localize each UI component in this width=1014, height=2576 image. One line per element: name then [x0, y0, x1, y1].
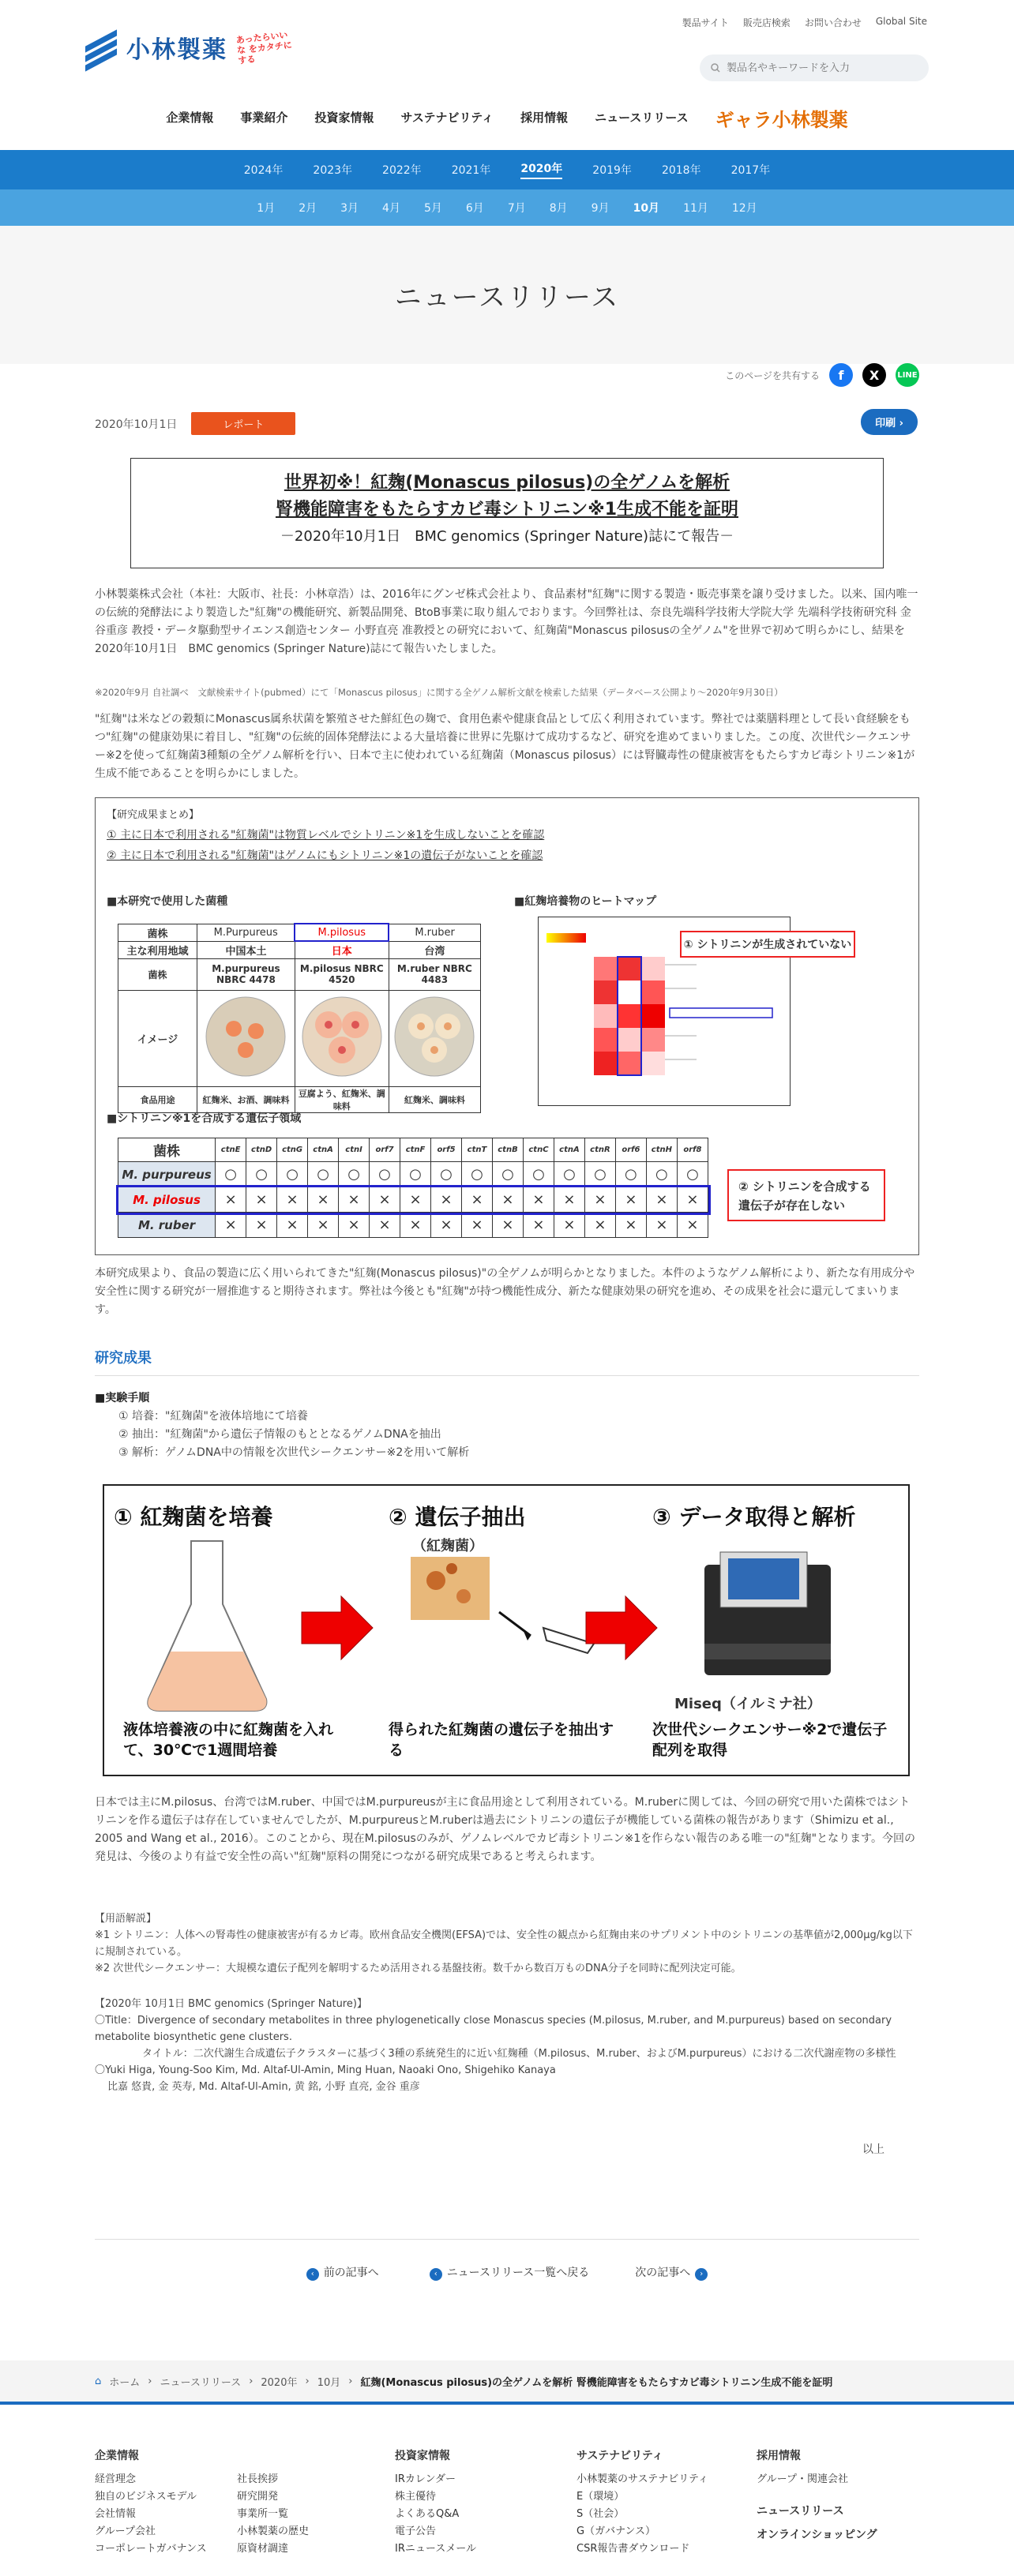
footer-link[interactable]: コーポレートガバナンス [95, 2543, 207, 2555]
arrow-left-icon: ‹ [306, 2268, 319, 2281]
gene-header: ctnA [554, 1138, 584, 1162]
strain-use-2: 紅麹米、調味料 [389, 1086, 480, 1112]
summary-title: 【研究成果まとめ】 [107, 809, 200, 821]
search-icon [711, 63, 720, 73]
breadcrumb [0, 2360, 1014, 2402]
gene-presence-mark: × [246, 1187, 277, 1213]
gene-presence-mark: × [277, 1213, 308, 1238]
headline-line1: 世界初※！紅麹(Monascus pilosus)の全ゲノムを解析 [284, 473, 730, 493]
gene-row-label: M. purpureus [118, 1162, 216, 1187]
gene-header: ctnF [400, 1138, 431, 1162]
genes-table [118, 1138, 708, 1238]
tab-month-10[interactable]: 10月 [633, 202, 660, 215]
util-link-global[interactable]: Global Site [875, 16, 927, 27]
reference [95, 1996, 919, 2095]
category-badge: レポート [191, 412, 295, 435]
strain-region-2: 台湾 [389, 941, 480, 958]
use-label-cell: 食品用途 [118, 1086, 197, 1112]
heatmap-cells [594, 957, 665, 1075]
gene-presence-mark: × [492, 1187, 523, 1213]
prev-article-link[interactable] [302, 2264, 379, 2281]
footer-link[interactable]: 独自のビジネスモデル [95, 2491, 197, 2503]
gene-presence-mark: × [277, 1187, 308, 1213]
share-label: このページを共有する [725, 369, 820, 381]
reference-title: 【2020年 10月1日 BMC genomics (Springer Nature)】 [95, 1998, 367, 2010]
gene-presence-mark: × [370, 1213, 400, 1238]
tab-month-11[interactable]: 11月 [683, 202, 708, 215]
gene-presence-mark: ○ [370, 1162, 400, 1187]
mold-photo [411, 1557, 490, 1620]
footer-col-careers [757, 2447, 877, 2550]
gene-presence-mark: × [584, 1187, 615, 1213]
gene-presence-mark: × [339, 1187, 370, 1213]
divider [95, 2239, 919, 2240]
petri-dish-2 [389, 990, 480, 1086]
footer-link[interactable]: グループ会社 [95, 2525, 156, 2537]
gene-presence-mark: × [216, 1213, 246, 1238]
method-title: ■実験手順 [95, 1392, 150, 1404]
paragraph-3: 本研究成果より、食品の製造に広く用いられてきた"紅麹(Monascus pilosus)"の全ゲノムが明らかとなりました。本件のようなゲノム解析により、新たな有用成分や安全性に関する研究が一層推進すると期待されます。弊社は今後とも"紅麹"が持つ機能性成分、新たな健康効果の研究を進め、その成果を社会に還元してまいります。 [95, 1267, 915, 1316]
reference-authors-en: 〇Yuki Higa, Young-Soo Kim, Md. Altaf-Ul-Amin, Ming Huan, Naoaki Ono, Shigehiko Kanaya [95, 2064, 556, 2076]
strain-name-1: M.pilosus [295, 924, 389, 941]
nav-business[interactable]: 事業紹介 [240, 111, 288, 125]
list-label: ニュースリリース一覧へ戻る [446, 2267, 590, 2279]
glossary-title: 【用語解説】 [95, 1913, 157, 1925]
tab-month-1[interactable]: 1月 [257, 202, 276, 215]
arrow-left-icon: ‹ [430, 2268, 442, 2281]
article-date: 2020年10月1日 [95, 418, 178, 431]
footer-link[interactable]: 事業所一覧 [237, 2508, 289, 2520]
footer-sustain-title[interactable]: サステナビリティ [576, 2450, 663, 2462]
method-step-3: ③ 解析：ゲノムDNA中の情報を次世代シークエンサー※2を用いて解析 [118, 1446, 470, 1459]
gene-presence-mark: × [677, 1213, 708, 1238]
gene-presence-mark: × [462, 1213, 493, 1238]
footer-link[interactable]: G（ガバナンス） [576, 2525, 656, 2537]
petri-dish-1 [295, 990, 389, 1086]
tab-year-2017[interactable]: 2017年 [730, 164, 771, 177]
article-meta [95, 412, 295, 435]
util-link-products[interactable]: 製品サイト [682, 17, 729, 28]
footer [0, 2402, 1014, 2576]
breadcrumb-sep-icon: › [249, 2375, 254, 2387]
footer-company-title[interactable]: 企業情報 [95, 2450, 139, 2462]
gene-row-label: M. ruber [118, 1213, 216, 1238]
nav-sustainability[interactable]: サステナビリティ [400, 111, 494, 125]
glossary-2: ※2 次世代シークエンサー：大規模な遺伝子配列を解明するため活用される基盤技術。数千から数百万ものDNA分子を同時に配列決定可能。 [95, 1963, 742, 1974]
search-box[interactable] [700, 54, 929, 81]
gene-header: orf6 [615, 1138, 646, 1162]
gene-presence-mark: × [584, 1213, 615, 1238]
strain-region-1: 日本 [295, 941, 389, 958]
month-tabs [0, 189, 1014, 226]
reference-title-en: 〇Title：Divergence of secondary metabolites in three phylogenetically close Monascus species (M.pilosus, M.ruber, and M.purpureus) based on secondary metabolite biosynthetic gene clusters. [95, 2015, 892, 2043]
method-figure [103, 1484, 910, 1776]
figure-device-label: Miseq（イルミナ社） [674, 1696, 821, 1712]
utility-links [682, 16, 927, 29]
gene-presence-mark: ○ [646, 1162, 677, 1187]
figure-caption-2: 得られた紅麹菌の遺伝子を抽出する [389, 1721, 614, 1759]
strain-use-1: 豆腐よう、紅麹米、調味料 [295, 1086, 389, 1112]
method-block [95, 1389, 919, 1462]
flask-icon [148, 1541, 266, 1711]
breadcrumb-home[interactable]: ホーム [109, 2376, 141, 2389]
gene-presence-mark: × [523, 1213, 554, 1238]
main-nav [0, 109, 1014, 132]
breadcrumb-sep-icon: › [348, 2375, 353, 2387]
footer-link[interactable]: 小林製薬の歴史 [237, 2525, 310, 2537]
strain-region-0: 中国本土 [197, 941, 295, 958]
petri-dish-image [299, 993, 385, 1080]
footer-col-ir [395, 2447, 476, 2558]
figure-sub-2: （紅麹菌） [412, 1538, 483, 1554]
strain-id-label: 菌株 [118, 958, 197, 990]
strain-use-0: 紅麹米、お酒、調味料 [197, 1086, 295, 1112]
gene-presence-mark: × [370, 1187, 400, 1213]
figure-caption-1: 液体培養液の中に紅麹菌を入れて、30℃で1週間培養 [123, 1721, 334, 1759]
gene-presence-mark: ○ [492, 1162, 523, 1187]
tab-year-2020[interactable]: 2020年 [520, 160, 562, 179]
breadcrumb-sep-icon: › [305, 2375, 310, 2387]
article-pager [0, 2264, 1014, 2281]
footer-link[interactable]: 原資材調達 [237, 2543, 289, 2555]
tab-month-12[interactable]: 12月 [731, 202, 757, 215]
petri-dish-image [202, 993, 289, 1080]
footer-col-sustainability [576, 2447, 708, 2558]
share-bar [725, 363, 919, 387]
footer-shop-link[interactable]: オンラインショッピング [757, 2529, 877, 2541]
sequencer-icon [704, 1552, 831, 1675]
strain-id-2: M.ruber NBRC 4483 [389, 958, 480, 990]
footer-link[interactable]: 株主優待 [395, 2491, 437, 2503]
footer-ir-title[interactable]: 投資家情報 [395, 2450, 450, 2462]
util-link-stores[interactable]: 販売店検索 [742, 17, 791, 28]
logo-mark-icon [85, 32, 117, 63]
strain-name-0: M.Purpureus [197, 924, 295, 941]
breadcrumb-year[interactable]: 2020年 [261, 2376, 298, 2389]
gene-header: orf8 [677, 1138, 708, 1162]
next-label: 次の記事へ [635, 2267, 691, 2279]
footer-link[interactable]: 経営理念 [95, 2473, 137, 2485]
strain-name-2: M.ruber [389, 924, 480, 941]
page-title: ニュースリリース [0, 226, 1014, 364]
gene-presence-mark: ○ [677, 1162, 708, 1187]
footer-link[interactable]: 電子公告 [395, 2525, 437, 2537]
footer-link[interactable]: 社長挨拶 [237, 2473, 279, 2485]
gene-presence-mark: × [462, 1187, 493, 1213]
gene-presence-mark: ○ [400, 1162, 431, 1187]
footer-careers-title[interactable]: 採用情報 [757, 2450, 801, 2462]
strain-id-1: M.pilosus NBRC 4520 [295, 958, 389, 990]
gene-presence-mark: ○ [308, 1162, 339, 1187]
strains-table [118, 923, 481, 1113]
gene-presence-mark: × [246, 1213, 277, 1238]
company-logo[interactable] [85, 30, 292, 65]
gene-header: ctnC [523, 1138, 554, 1162]
method-step-2: ② 抽出："紅麹菌"から遺伝子情報のもととなるゲノムDNAを抽出 [118, 1428, 441, 1441]
footer-news-link[interactable]: ニュースリリース [757, 2505, 844, 2518]
reference-authors-ja: 比嘉 悠貴, 金 英寿, Md. Altaf-Ul-Amin, 黄 銘, 小野 直亮, 金谷 重彦 [107, 2081, 420, 2093]
footer-link[interactable]: E（環境） [576, 2491, 625, 2503]
breadcrumb-current: 紅麹(Monascus pilosus)の全ゲノムを解析 腎機能障害をもたらすカビ毒シトリニン生成不能を証明 [360, 2376, 833, 2389]
gene-presence-mark: × [431, 1187, 462, 1213]
intro-note: ※2020年9月 自社調べ 文献検索サイト(pubmed）にて「Monascus pilosus」に関する全ゲノム解析文献を検索した結果（データベース公開より〜2020年9月30日） [95, 687, 783, 698]
tab-month-8[interactable]: 8月 [549, 202, 568, 215]
print-button[interactable] [861, 409, 918, 435]
petri-dish-0 [197, 990, 295, 1086]
tab-year-2019[interactable]: 2019年 [592, 164, 632, 177]
breadcrumb-sep-icon: › [148, 2375, 152, 2387]
gene-header: ctnI [339, 1138, 370, 1162]
gene-presence-mark: ○ [523, 1162, 554, 1187]
footer-col-company [95, 2447, 207, 2558]
next-article-link[interactable] [635, 2264, 712, 2281]
summary-box [95, 797, 919, 1255]
tab-month-6[interactable]: 6月 [465, 202, 484, 215]
intro-paragraph: 小林製薬株式会社（本社：大阪市、社長：小林章浩）は、2016年にグンゼ株式会社より、食品素材"紅麹"に関する製造・販売事業を譲り受けました。以来、国内唯一の伝統的発酵法により製造した"紅麹"の機能研究、新製品開発、BtoB事業に取り組んでおります。今回弊社は、奈良先端科学技術大学院大学 先端科学技術研究科 金谷重彦 教授・データ駆動型サイエンス創造センター 小野直亮 准教授との研究において、紅麹菌"Monascus pilosusの全ゲノム"を世界で初めて明らかにし、結果を2020年10月1日 BMC genomics (Springer Nature)誌にて報告いたしました。 [95, 588, 918, 655]
footer-link[interactable]: グループ・関連会社 [757, 2473, 848, 2485]
image-label-cell: イメージ [118, 990, 197, 1086]
gene-presence-mark: × [400, 1187, 431, 1213]
gene-presence-mark: ○ [615, 1162, 646, 1187]
gene-presence-mark: × [677, 1187, 708, 1213]
util-link-contact[interactable]: お問い合わせ [804, 17, 862, 28]
region-label-cell: 主な利用地域 [118, 941, 197, 958]
gene-header: ctnA [308, 1138, 339, 1162]
breadcrumb-news[interactable]: ニュースリリース [160, 2376, 242, 2389]
print-arrow-icon: › [899, 418, 903, 429]
line-icon[interactable]: LINE [896, 363, 919, 387]
paragraph-4: 日本では主にM.pilosus、台湾ではM.ruber、中国ではM.purpureusが主に食品用途として利用されている。M.ruberに関しては、今回の研究で用いた菌株ではシトリニンを作る遺伝子は存在していませんでしたが、M.purpureusとM.ruberは過去にシトリニンの遺伝子が機能している菌株の報告があります（Shimizu et al., 2005 and Wang et al., 2016）。このことから、現在M.pilosusのみが、ゲノムレベルでカビ毒シトリニン※1を作らない報告のある唯一の"紅麹"となります。今回の発見は、今後のより有益で安全性の高い"紅麹"原料の開発につながる研究成果であると考えられます。 [95, 1796, 915, 1863]
gene-presence-mark: × [400, 1213, 431, 1238]
strains-title: ■本研究で使用した菌種 [107, 895, 228, 908]
gene-header: ctnR [584, 1138, 615, 1162]
strain-id-0: M.purpureus NBRC 4478 [197, 958, 295, 990]
tab-month-4[interactable]: 4月 [382, 202, 400, 215]
figure-caption-3: 次世代シークエンサー※2で遺伝子配列を取得 [652, 1721, 888, 1759]
gene-presence-mark: ○ [584, 1162, 615, 1187]
footer-link[interactable]: CSR報告書ダウンロード [576, 2543, 690, 2555]
figure-step-3: ③ データ取得と解析 [652, 1504, 856, 1530]
gene-header: ctnB [492, 1138, 523, 1162]
heatmap-callout: ① シトリニンが生成されていない [680, 931, 855, 958]
x-icon[interactable]: X [862, 363, 886, 387]
tab-month-9[interactable]: 9月 [591, 202, 610, 215]
gene-presence-mark: ○ [216, 1162, 246, 1187]
gene-header: orf5 [431, 1138, 462, 1162]
arrow-right-icon: › [695, 2268, 708, 2281]
tab-year-2022[interactable]: 2022年 [382, 164, 422, 177]
tab-month-5[interactable]: 5月 [423, 202, 442, 215]
tab-month-2[interactable]: 2月 [299, 202, 317, 215]
end-mark: 以上 [862, 2143, 884, 2156]
genes-title: ■シトリニン※1を合成する遺伝子領域 [107, 1112, 302, 1125]
tab-month-7[interactable]: 7月 [507, 202, 526, 215]
gene-presence-mark: ○ [554, 1162, 584, 1187]
figure-step-1: ① 紅麹菌を培養 [114, 1504, 273, 1530]
gene-presence-mark: × [308, 1213, 339, 1238]
tube-icon [499, 1612, 594, 1653]
tab-year-2018[interactable]: 2018年 [661, 164, 701, 177]
gene-presence-mark: × [554, 1213, 584, 1238]
reference-title-ja: タイトル：二次代謝生合成遺伝子クラスターに基づく3種の系統発生的に近い紅麹種（M.pilosus、M.ruber、およびM.purpureus）における二次代謝産物の多様性 [142, 2048, 896, 2060]
headline-box [130, 458, 884, 568]
gene-presence-mark: ○ [277, 1162, 308, 1187]
headline-line2: 腎機能障害をもたらすカビ毒シトリニン※1生成不能を証明 [275, 500, 739, 519]
footer-link[interactable]: 会社情報 [95, 2508, 137, 2520]
footer-link[interactable]: 小林製薬のサステナビリティ [576, 2473, 708, 2485]
news-list-link[interactable] [425, 2264, 590, 2281]
tab-year-2021[interactable]: 2021年 [451, 164, 491, 177]
search-input[interactable] [727, 62, 916, 74]
gene-presence-mark: × [339, 1213, 370, 1238]
genes-header-label: 菌株 [118, 1138, 216, 1162]
nav-ir[interactable]: 投資家情報 [314, 111, 374, 125]
nav-company[interactable]: 企業情報 [166, 111, 214, 125]
nav-careers[interactable]: 採用情報 [520, 111, 569, 125]
gene-header: ctnH [646, 1138, 677, 1162]
figure-step-2: ② 遺伝子抽出 [389, 1504, 526, 1530]
strain-label-cell: 菌株 [118, 924, 197, 941]
method-step-1: ① 培養："紅麹菌"を液体培地にて培養 [118, 1410, 308, 1423]
gene-presence-mark: × [615, 1187, 646, 1213]
tab-year-2024[interactable]: 2024年 [243, 164, 284, 177]
year-tabs [0, 150, 1014, 189]
gene-presence-mark: × [646, 1187, 677, 1213]
gene-presence-mark: × [523, 1187, 554, 1213]
heatmap-title: ■紅麹培養物のヒートマップ [514, 895, 657, 908]
footer-col-company-2 [237, 2471, 309, 2558]
gene-presence-mark: × [646, 1213, 677, 1238]
gene-header: ctnE [216, 1138, 246, 1162]
logo-name: 小林製薬 [126, 36, 227, 64]
arrow-right-icon [586, 1596, 657, 1659]
tab-year-2023[interactable]: 2023年 [313, 164, 353, 177]
prev-label: 前の記事へ [323, 2267, 379, 2279]
logo-tagline: あったらいいな をカタチにする [235, 29, 293, 66]
gene-presence-mark: × [308, 1187, 339, 1213]
genes-callout: ② シトリニンを合成する遺伝子が存在しない [727, 1169, 885, 1221]
summary-point-1: ① 主に日本で利用される"紅麹菌"は物質レベルでシトリニン※1を生成しないことを確認 [107, 829, 545, 842]
nav-brand-link[interactable]: ギャラ小林製薬 [715, 109, 848, 131]
gene-header: ctnG [277, 1138, 308, 1162]
footer-link[interactable]: IRニュースメール [395, 2543, 476, 2555]
tab-month-3[interactable]: 3月 [340, 202, 359, 215]
nav-news[interactable]: ニュースリリース [595, 111, 689, 125]
footer-link[interactable]: よくあるQ&A [395, 2508, 460, 2520]
glossary-1: ※1 シトリニン：人体への腎毒性の健康被害が有るカビ毒。欧州食品安全機関(EFSA)では、安全性の観点から紅麹由来のサプリメント中のシトリニンの基準値が2,000μg/kg以下に規制されている。 [95, 1929, 913, 1958]
facebook-icon[interactable]: f [829, 363, 853, 387]
gene-header: orf7 [370, 1138, 400, 1162]
gene-row-label: M. pilosus [118, 1187, 216, 1213]
gene-presence-mark: ○ [246, 1162, 277, 1187]
breadcrumb-month[interactable]: 10月 [317, 2376, 341, 2389]
gene-presence-mark: × [554, 1187, 584, 1213]
petri-dish-image [391, 993, 478, 1080]
footer-link[interactable]: IRカレンダー [395, 2473, 456, 2485]
home-icon: ⌂ [95, 2375, 102, 2387]
gene-presence-mark: ○ [462, 1162, 493, 1187]
arrow-right-icon [302, 1596, 373, 1659]
gene-presence-mark: ○ [339, 1162, 370, 1187]
headline-line3: －2020年10月1日 BMC genomics (Springer Nature)誌にて報告－ [280, 528, 734, 545]
gene-presence-mark: × [216, 1187, 246, 1213]
print-label: 印刷 [875, 418, 896, 429]
footer-link[interactable]: 研究開発 [237, 2491, 279, 2503]
gene-presence-mark: × [615, 1213, 646, 1238]
results-heading: 研究成果 [95, 1347, 919, 1376]
glossary [95, 1910, 919, 1977]
gene-header: ctnT [462, 1138, 493, 1162]
gene-header: ctnD [246, 1138, 277, 1162]
footer-link[interactable]: S（社会） [576, 2508, 625, 2520]
gene-presence-mark: ○ [431, 1162, 462, 1187]
gene-presence-mark: × [492, 1213, 523, 1238]
summary-point-2: ② 主に日本で利用される"紅麹菌"はゲノムにもシトリニン※1の遺伝子がないことを確認 [107, 849, 543, 862]
paragraph-2: "紅麹"は米などの穀類にMonascus属糸状菌を繁殖させた鮮紅色の麹で、食用色素や健康食品として広く利用されています。弊社では薬膳料理として長い食経験をもつ"紅麹"の健康効果に着目し、"紅麹"の伝統的固体発酵法による大量培養に世界に先駆けて成功するなど、研究を進めてまいりました。この度、次世代シークエンサー※2を使って紅麹菌3種類の全ゲノム解析を行い、日本で主に使われている紅麹菌（Monascus pilosus）には腎臓毒性の健康被害をもたらすカビ毒シトリニン※1が生成不能であることを明らかにしました。 [95, 713, 915, 780]
gene-presence-mark: × [431, 1213, 462, 1238]
